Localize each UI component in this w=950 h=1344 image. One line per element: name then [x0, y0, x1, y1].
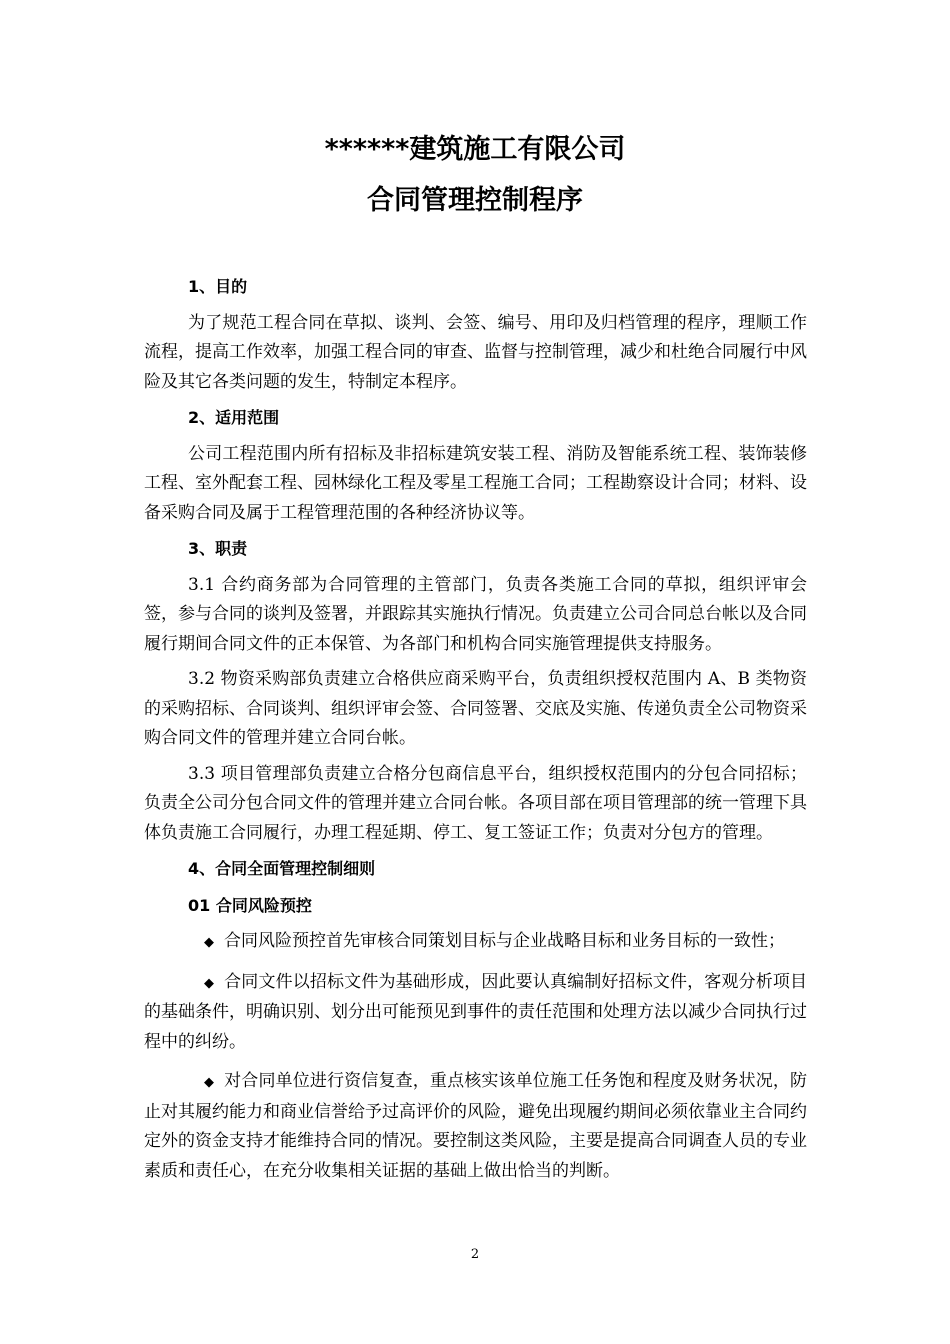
- subsection-heading-risk-control: 01 合同风险预控: [188, 895, 312, 915]
- bullet-paragraph-3: [144, 1067, 807, 1186]
- diamond-bullet-icon: ◆: [204, 975, 215, 991]
- paragraph-scope: 公司工程范围内所有招标及非招标建筑安装工程、消防及智能系统工程、装饰装修工程、室外配套工程、园林绿化工程及零星工程施工合同；工程勘察设计合同；材料、设备采购合同及属于工程管理范围的各种经济协议等。: [144, 443, 807, 523]
- diamond-bullet-icon: ◆: [204, 1075, 215, 1090]
- bullet-paragraph-1: [144, 927, 807, 958]
- company-title: ******建筑施工有限公司: [324, 134, 626, 165]
- document-body: [144, 272, 807, 1196]
- paragraph-purpose: 为了规范工程合同在草拟、谈判、会签、编号、用印及归档管理的程序，理顺工作流程，提高工作效率，加强工程合同的审查、监督与控制管理，减少和杜绝合同履行中风险及其它各类问题的发生，特制定本程序。: [144, 312, 807, 392]
- bullet-paragraph-2: [144, 968, 807, 1058]
- bullet-text-1: 合同风险预控首先审核合同策划目标与企业战略目标和业务目标的一致性；: [224, 931, 785, 951]
- bullet-text-2: 合同文件以招标文件为基础形成，因此要认真编制好招标文件，客观分析项目的基础条件，明确识别、划分出可能预见到事件的责任范围和处理方法以减少合同执行过程中的纠纷。: [144, 971, 808, 1052]
- document-title: 合同管理控制程序: [367, 185, 583, 216]
- paragraph-duty-3-1: 3.1 合约商务部为合同管理的主管部门，负责各类施工合同的草拟，组织评审会签，参与合同的谈判及签署，并跟踪其实施执行情况。负责建立公司合同总台帐以及合同履行期间合同文件的正本保管、为各部门和机构合同实施管理提供支持服务。: [144, 574, 807, 654]
- paragraph-duty-3-2: 3.2 物资采购部负责建立合格供应商采购平台，负责组织授权范围内 A、B 类物资的采购招标、合同谈判、组织评审会签、合同签署、交底及实施、传递负责全公司物资采购合同文件的管理并建立合同台帐。: [144, 669, 807, 748]
- diamond-bullet-icon: ◆: [204, 935, 214, 950]
- section-heading-purpose: 1、目的: [188, 277, 248, 296]
- bullet-text-3: 对合同单位进行资信复查，重点核实该单位施工任务饱和程度及财务状况，防止对其履约能力和商业信誉给予过高评价的风险，避免出现履约期间必须依靠业主合同约定外的资金支持才能维持合同的情况。要控制这类风险，主要是提高合同调查人员的专业素质和责任心，在充分收集相关证据的基础上做出恰当的判断。: [144, 1071, 808, 1181]
- section-heading-duties: 3、职责: [188, 539, 248, 558]
- page-number: 2: [470, 1247, 480, 1262]
- section-heading-scope: 2、适用范围: [188, 408, 280, 427]
- section-heading-rules: 4、合同全面管理控制细则: [188, 859, 376, 878]
- paragraph-duty-3-3: 3.3 项目管理部负责建立合格分包商信息平台，组织授权范围内的分包合同招标；负责全公司分包合同文件的管理并建立合同台帐。各项目部在项目管理部的统一管理下具体负责施工合同履行，办理工程延期、停工、复工签证工作；负责对分包方的管理。: [144, 763, 807, 843]
